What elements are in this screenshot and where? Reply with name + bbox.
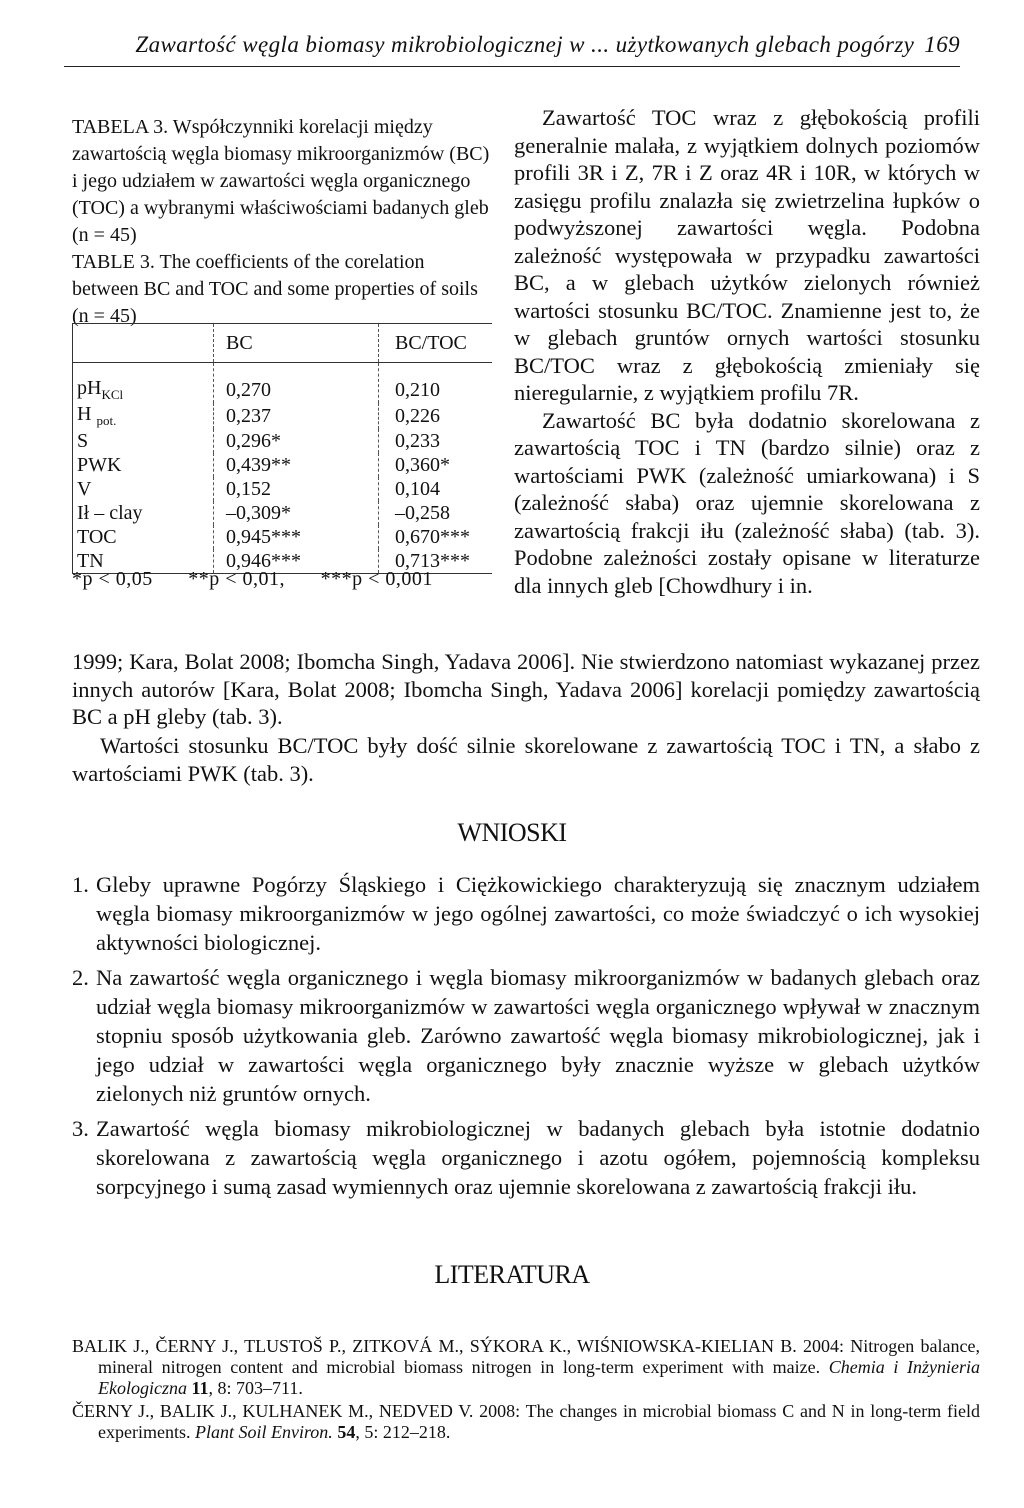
table-header-empty — [73, 324, 214, 363]
row-label: S — [73, 429, 214, 453]
table-row — [73, 525, 493, 549]
cell-bc: 0,270 — [214, 363, 379, 404]
footnote-p001: **p < 0,01, — [188, 568, 286, 590]
list-item-text: Na zawartość węgla organicznego i węgla biomasy mikroorganizmów w badanych glebach oraz udział węgla biomasy mikroorganizmów w zawartości węgla organicznego wpływał w znacznym stopniu sposób użytkowania gleb. Zarówno zawartość węgla biomasy mikrobiologicznej, jak i jego udział w zawartości węgla organicznego były znacznie wyższe w glebach użytków zielonych niż gruntów ornych. — [96, 965, 980, 1106]
reference-journal: Plant Soil Environ. — [194, 1422, 333, 1442]
correlation-table — [72, 323, 492, 574]
list-item-text: Gleby uprawne Pogórzy Śląskiego i Ciężkowickiego charakteryzują się znacznym udziałem węgla biomasy mikroorganizmów w jego ogólnej zawartości, co może świadczyć o ich wysokiej aktywności biologicznej. — [96, 872, 980, 955]
footnote-p005: *p < 0,05 — [72, 568, 153, 590]
reference-pages: , 8: 703–711. — [208, 1378, 303, 1398]
row-label: TOC — [73, 525, 214, 549]
row-label-main: H — [77, 403, 92, 425]
list-item-number: 3. — [72, 1116, 89, 1141]
table-caption — [72, 114, 490, 330]
footnote-p0001: ***p < 0,001 — [320, 568, 433, 590]
reference-pages: , 5: 212–218. — [355, 1422, 451, 1442]
reference-item — [72, 1401, 980, 1443]
list-item-number: 1. — [72, 872, 89, 897]
cell-bc: 0,946*** — [214, 549, 379, 574]
reference-list — [72, 1336, 980, 1445]
list-item-number: 2. — [72, 965, 89, 990]
cell-bc: 0,439** — [214, 453, 379, 477]
running-head-title: Zawartość węgla biomasy mikrobiologicznej w ... użytkowanych glebach pogórzy — [135, 32, 915, 57]
list-item — [72, 1114, 980, 1201]
reference-volume: 54 — [337, 1422, 356, 1442]
row-label: PWK — [73, 453, 214, 477]
row-label-sub: pot. — [96, 413, 117, 428]
reference-volume: 11 — [191, 1378, 209, 1398]
table-row — [73, 403, 493, 429]
row-label — [73, 403, 214, 429]
row-label-sub: KCl — [101, 387, 124, 402]
cell-bc-toc: 0,104 — [379, 477, 493, 501]
right-column-text — [514, 104, 980, 599]
table-row — [73, 477, 493, 501]
table-row — [73, 501, 493, 525]
table-row — [73, 453, 493, 477]
paragraph-bc-correlation: Zawartość BC była dodatnio skorelowana z zawartością TOC i TN (bardzo silnie) oraz z wartościami PWK (zależność umiarkowana) i S (zależność słaba) oraz ujemnie skorelowana z zawartością frakcji iłu (zależność słaba) (tab. 3). Podobne zależności zostały opisane w literaturze dla innych gleb [Chowdhury i in. — [514, 407, 980, 598]
conclusions-list — [72, 870, 980, 1207]
table-caption-en: TABLE 3. The coefficients of the corelation between BC and TOC and some properties of soils (n = 45) — [72, 251, 478, 327]
cell-bc-toc: 0,713*** — [379, 549, 493, 574]
list-item — [72, 870, 980, 957]
cell-bc: 0,152 — [214, 477, 379, 501]
cell-bc-toc: 0,210 — [379, 363, 493, 404]
reference-item — [72, 1336, 980, 1399]
cell-bc-toc: 0,360* — [379, 453, 493, 477]
table-header-bc-toc: BC/TOC — [379, 324, 493, 363]
heading-literatura: LITERATURA — [434, 1260, 590, 1289]
cell-bc-toc: 0,233 — [379, 429, 493, 453]
table-caption-pl: TABELA 3. Współczynniki korelacji między zawartością węgla biomasy mikroorganizmów (BC) i jego udziałem w zawartości węgla organicznego (TOC) a wybranymi właściwościami badanych gleb (n = 45) — [72, 116, 490, 246]
cell-bc: 0,237 — [214, 403, 379, 429]
cell-bc: 0,296* — [214, 429, 379, 453]
cell-bc: 0,945*** — [214, 525, 379, 549]
table-header-row — [73, 324, 493, 363]
row-label-main: pH — [77, 377, 102, 399]
paragraph-toc-depth: Zawartość TOC wraz z głębokością profili generalnie malała, z wyjątkiem dolnych poziomów profili 3R i Z, 7R i Z oraz 4R i 10R, w których w zasięgu profilu znalazła się zwietrzelina łupków o podwyższonej zawartości węgla. Podobna zależność występowała w przypadku zawartości BC, a w glebach użytków zielonych również wartości stosunku BC/TOC. Znamienne jest to, że w glebach gruntów ornych wartości stosunku BC/TOC wraz z głębokością zmieniały się nieregularnie, z wyjątkiem profilu 7R. — [514, 105, 980, 405]
row-label: TN — [73, 549, 214, 574]
table-header-bc: BC — [214, 324, 379, 363]
table-row — [73, 429, 493, 453]
cell-bc-toc: 0,226 — [379, 403, 493, 429]
table-footnote — [72, 568, 492, 591]
running-head — [64, 30, 960, 67]
running-head-text — [135, 32, 960, 58]
paragraph-continuation: 1999; Kara, Bolat 2008; Ibomcha Singh, Yadava 2006]. Nie stwierdzono natomiast wykazanej przez innych autorów [Kara, Bolat 2008; Ibomcha Singh, Yadava 2006] korelacji pomiędzy zawartością BC a pH gleby (tab. 3). — [72, 649, 980, 729]
row-label: V — [73, 477, 214, 501]
cell-bc: –0,309* — [214, 501, 379, 525]
list-item — [72, 963, 980, 1108]
cell-bc-toc: –0,258 — [379, 501, 493, 525]
reference-authors: BALIK J., ČERNY J., TLUSTOŠ P., ZITKOVÁ M., SÝKORA K., WIŚNIOWSKA-KIELIAN B. 2004: Nitrogen balance, mineral nitrogen content and microbial biomass nitrogen in long-term experiment with maize. — [72, 1336, 980, 1377]
page-number: 169 — [924, 32, 960, 57]
row-label — [73, 363, 214, 404]
reference-authors: ČERNY J., BALIK J., KULHANEK M., NEDVED V. 2008: The changes in microbial biomass C and N in long-term field experiments. — [72, 1401, 980, 1442]
heading-wnioski: WNIOSKI — [457, 818, 567, 847]
paragraph-bc-toc-ratio: Wartości stosunku BC/TOC były dość silnie skorelowane z zawartością TOC i TN, a słabo z wartościami PWK (tab. 3). — [72, 733, 980, 786]
cell-bc-toc: 0,670*** — [379, 525, 493, 549]
reference-journal: Chemia i Inżynieria Ekologiczna — [98, 1357, 981, 1398]
table-row — [73, 363, 493, 404]
row-label: Ił – clay — [73, 501, 214, 525]
list-item-text: Zawartość węgla biomasy mikrobiologicznej w badanych glebach była istotnie dodatnio skorelowana z zawartością węgla organicznego i azotu ogółem, pojemnością kompleksu sorpcyjnego i sumą zasad wymiennych oraz ujemnie skorelowana z zawartością frakcji iłu. — [96, 1116, 980, 1199]
